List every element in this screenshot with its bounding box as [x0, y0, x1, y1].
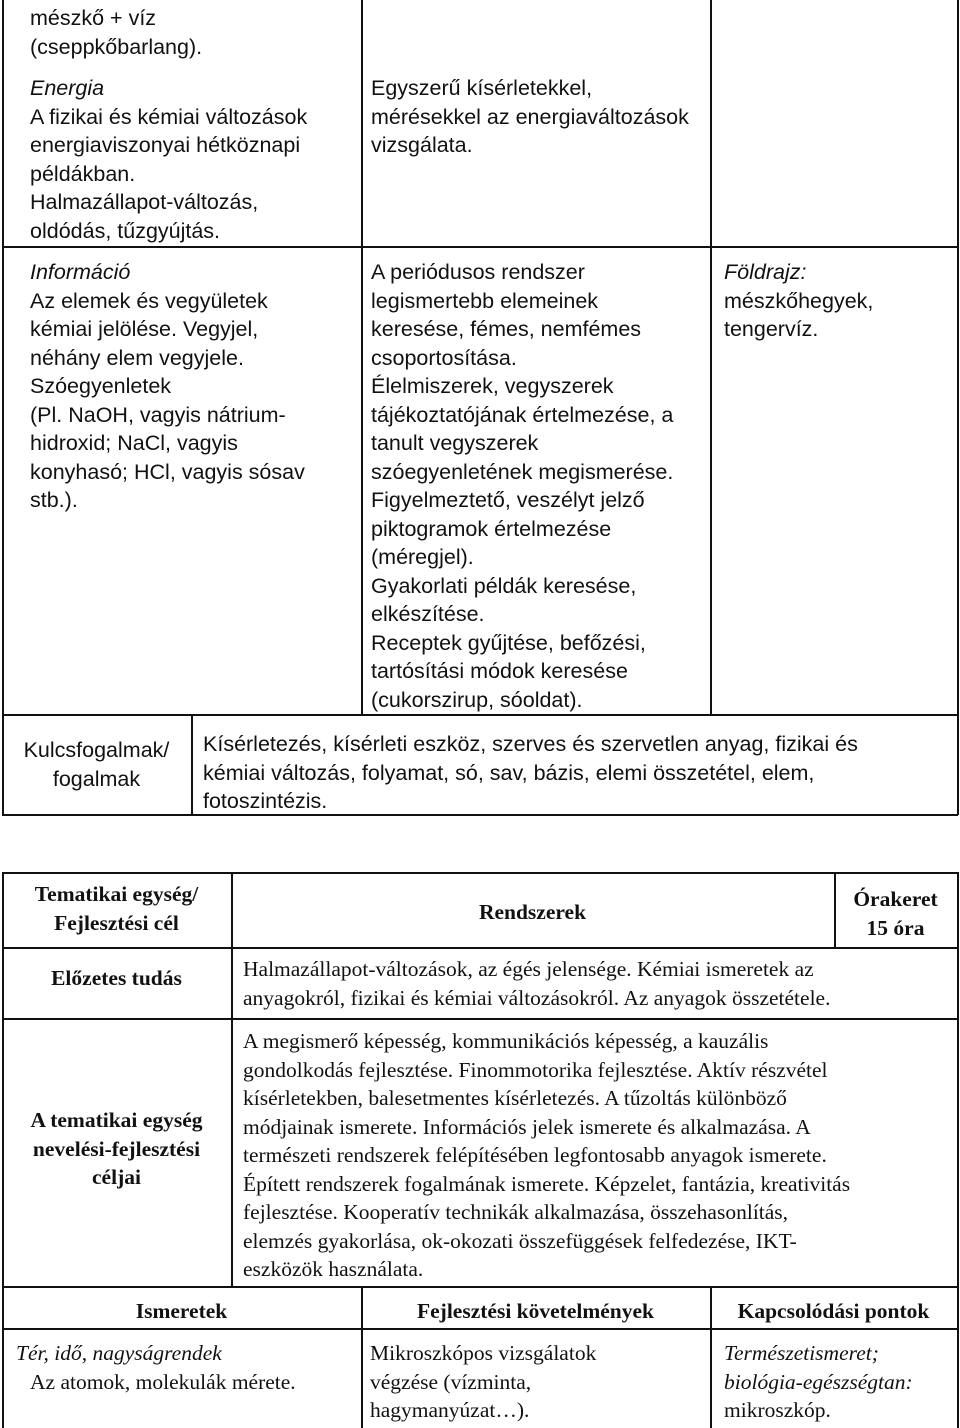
informacio-fejlesztes-cell — [371, 258, 673, 714]
celjai-line: fejlesztése. Kooperatív technikák alkalmazása, összehasonlítás, — [243, 1200, 789, 1224]
foldrajz-heading: Földrajz: — [724, 260, 807, 284]
informacio-cell — [30, 258, 305, 515]
informacio-fejlesztes-line: Receptek gyűjtése, befőzési, — [371, 630, 646, 655]
informacio-line: kémiai jelölése. Vegyjel, — [30, 317, 259, 341]
ismeretek-header: Ismeretek — [135, 1299, 228, 1323]
fejlesztesi-line: Mikroszkópos vizsgálatok — [370, 1341, 597, 1365]
informacio-fejlesztes-line: piktogramok értelmezése — [371, 516, 612, 541]
bottom-table-row-separator-2 — [2, 1018, 958, 1020]
fejlesztesi-line: végzése (vízminta, — [370, 1369, 532, 1394]
energia-line: A fizikai és kémiai változások — [30, 104, 308, 129]
intro-text — [30, 4, 202, 61]
elozetes-line: anyagokról, fizikai és kémiai változásokról. Az anyagok összetétele. — [243, 985, 831, 1010]
top-table-divider-1 — [361, 0, 363, 714]
celjai-line: módjainak ismerete. Információs jelek ismerete és alkalmazása. A — [243, 1114, 811, 1139]
kapcsolodasi-line: mikroszkóp. — [724, 1398, 831, 1422]
kulcsfogalmak-line: kémiai változás, folyamat, só, sav, bázis, elemi összetétel, elem, — [203, 760, 815, 785]
informacio-fejlesztes-line: tanult vegyszerek — [371, 431, 539, 455]
tematikai-label — [2, 880, 231, 937]
informacio-fejlesztes-line: A periódusos rendszer — [371, 260, 585, 284]
elozetes-line: Halmazállapot-változások, az égés jelensége. Kémiai ismeretek az — [243, 957, 814, 981]
fejlesztesi-kovetelmenyek-header: Fejlesztési követelmények — [416, 1299, 654, 1323]
top-table-row-separator-2 — [2, 714, 958, 716]
bottom-table-row-separator-3 — [2, 1286, 958, 1288]
kapcsolodasi-line: biológia-egészségtan: — [724, 1369, 913, 1394]
energia-line: oldódás, tűzgyújtás. — [30, 218, 221, 243]
celjai-label-line: céljai — [92, 1165, 141, 1189]
informacio-fejlesztes-line: (cukorszirup, sóoldat). — [371, 687, 583, 712]
informacio-fejlesztes-line: szóegyenletének megismerése. — [371, 459, 674, 484]
celjai-line: eszközök használata. — [243, 1257, 424, 1281]
celjai-line: Épített rendszerek fogalmának ismerete. Képzelet, fantázia, kreativitás — [243, 1171, 851, 1196]
bottom-table-top-border — [2, 872, 958, 874]
energia-heading: Energia — [30, 76, 105, 100]
informacio-fejlesztes-line: keresése, fémes, nemfémes — [371, 317, 642, 341]
celjai-label — [2, 1106, 231, 1192]
kulcsfogalmak-label-line: Kulcsfogalmak/ — [23, 738, 170, 762]
bottom-table-label-divider — [231, 872, 233, 1286]
informacio-fejlesztes-line: Gyakorlati példák keresése, — [371, 573, 637, 598]
celjai-label-line: A tematikai egység — [30, 1108, 203, 1132]
intro-line: (cseppkőbarlang). — [30, 34, 203, 59]
informacio-line: (Pl. NaOH, vagyis nátrium- — [30, 402, 286, 427]
fejlesztesi-cell — [370, 1339, 596, 1425]
energia-fejlesztes-line: mérésekkel az energiaváltozások — [371, 104, 689, 129]
celjai-line: természeti rendszerek felépítésében legfontosabb anyagok ismerete. — [243, 1143, 827, 1167]
informacio-line: stb.). — [30, 488, 78, 512]
top-table-left-border — [2, 0, 4, 815]
informacio-line: Szóegyenletek — [30, 374, 172, 398]
intro-line: mészkő + víz — [30, 6, 157, 30]
informacio-fejlesztes-line: tartósítási módok keresése — [371, 659, 628, 683]
kapcsolodas-foldrajz-cell — [724, 258, 873, 344]
kulcsfogalmak-line: fotoszintézis. — [203, 789, 328, 813]
tematikai-label-line: Tematikai egység/ — [34, 882, 199, 906]
fejlesztesi-line: hagymanyúzat…). — [370, 1398, 530, 1422]
energia-cell — [30, 74, 307, 245]
bottom-table-right-border — [957, 872, 959, 1428]
unit-title: Rendszerek — [478, 900, 587, 924]
top-table-row-separator-1 — [2, 246, 958, 248]
kulcsfogalmak-divider — [191, 714, 193, 815]
bottom-table-row-separator-1 — [2, 947, 958, 949]
kapcsolodasi-pontok-header: Kapcsolódási pontok — [737, 1299, 930, 1323]
celjai-line: gondolkodás fejlesztése. Finommotorika fejlesztése. Aktív részvétel — [243, 1057, 828, 1082]
top-table-divider-2 — [710, 0, 712, 714]
celjai-text — [243, 1027, 850, 1284]
energia-line: energiaviszonyai hétköznapi — [30, 133, 301, 157]
kulcsfogalmak-text — [203, 730, 858, 816]
informacio-line: hidroxid; NaCl, vagyis — [30, 431, 238, 455]
informacio-fejlesztes-line: csoportosítása. — [371, 345, 517, 370]
elozetes-text — [243, 955, 830, 1012]
informacio-fejlesztes-line: Figyelmeztető, veszélyt jelző — [371, 488, 645, 512]
elozetes-label: Előzetes tudás — [51, 966, 182, 990]
celjai-line: elemzés gyakorlása, ok-okozati összefüggések felfedezése, IKT- — [243, 1228, 797, 1253]
energia-line: példákban. — [30, 161, 136, 186]
orakeret-value: 15 óra — [866, 915, 925, 940]
energia-fejlesztes-line: Egyszerű kísérletekkel, — [371, 76, 593, 100]
celjai-label-line: nevelési-fejlesztési — [32, 1136, 201, 1161]
ismeretek-heading: Tér, idő, nagyságrendek — [16, 1341, 222, 1365]
foldrajz-line: tengervíz. — [724, 317, 819, 341]
energia-line: Halmazállapot-változás, — [30, 190, 259, 214]
informacio-fejlesztes-line: (méregjel). — [371, 545, 474, 569]
orakeret-cell — [834, 885, 957, 942]
foldrajz-line: mészkőhegyek, — [724, 288, 874, 313]
kulcsfogalmak-label-line: fogalmak — [52, 766, 141, 791]
informacio-fejlesztes-line: Élelmiszerek, vegyszerek — [371, 374, 614, 398]
orakeret-label: Órakeret — [853, 887, 938, 911]
kulcsfogalmak-label — [2, 736, 191, 793]
kapcsolodasi-line: Természetismeret; — [724, 1341, 879, 1365]
celjai-line: A megismerő képesség, kommunikációs képesség, a kauzális — [243, 1029, 769, 1053]
informacio-fejlesztes-line: legismertebb elemeinek — [371, 288, 599, 313]
informacio-line: konyhasó; HCl, vagyis sósav — [30, 459, 305, 484]
kapcsolodasi-cell — [724, 1339, 913, 1425]
ismeretek-line: Az atomok, molekulák mérete. — [30, 1369, 296, 1394]
informacio-line: Az elemek és vegyületek — [30, 288, 268, 313]
ismeretek-cell — [16, 1339, 296, 1396]
informacio-fejlesztes-line: tájékoztatójának értelmezése, a — [371, 402, 674, 427]
celjai-line: kísérletekben, balesetmentes kísérletezés. A tűzoltás különböző — [243, 1086, 787, 1110]
tematikai-label-line: Fejlesztési cél — [54, 910, 179, 935]
energia-fejlesztes-line: vizsgálata. — [371, 133, 473, 157]
bottom-table-row-separator-4 — [2, 1328, 958, 1330]
informacio-fejlesztes-line: elkészítése. — [371, 602, 485, 626]
kulcsfogalmak-line: Kísérletezés, kísérleti eszköz, szerves és szervetlen anyag, fizikai és — [203, 732, 858, 756]
top-table-right-border — [957, 0, 959, 815]
energia-fejlesztes-cell — [371, 74, 689, 160]
informacio-line: néhány elem vegyjele. — [30, 345, 244, 370]
informacio-heading: Információ — [30, 260, 131, 284]
